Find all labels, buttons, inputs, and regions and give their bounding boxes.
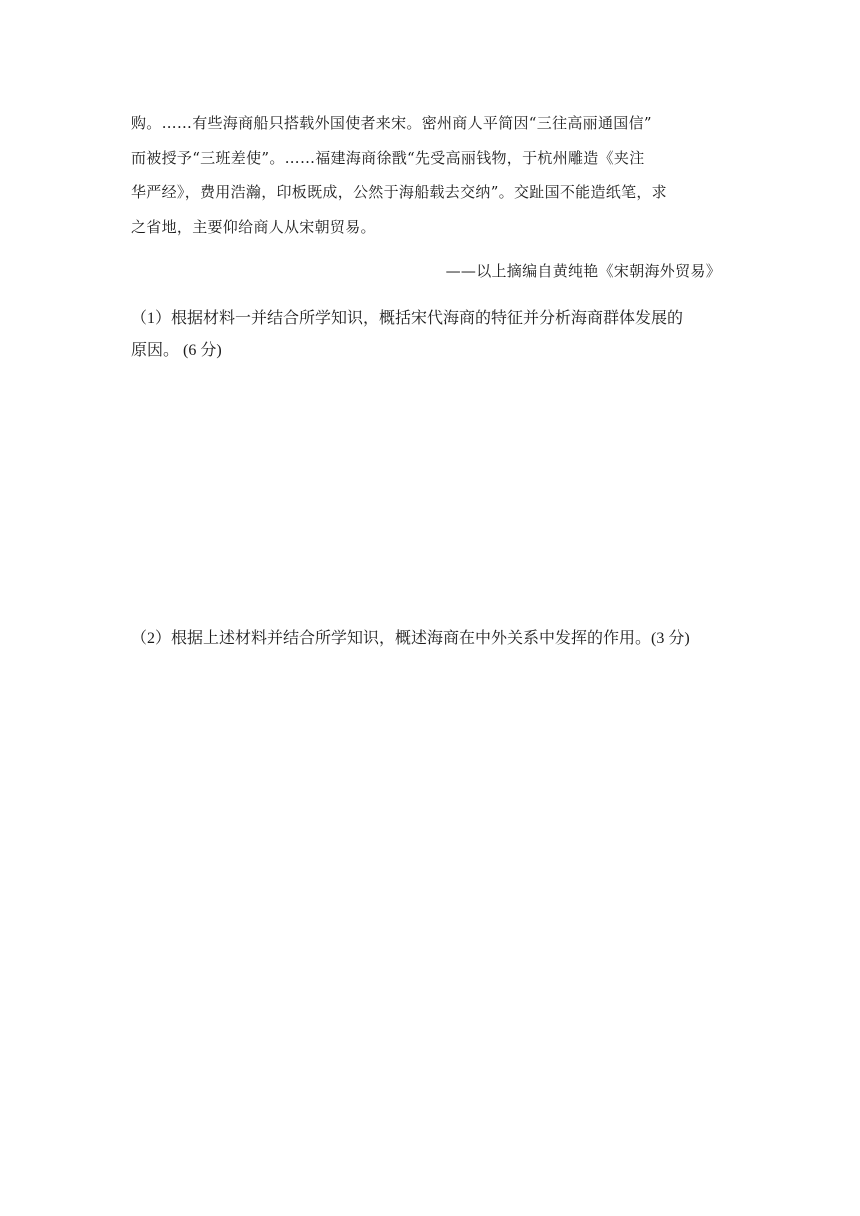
- material-line: 之省地，主要仰给商人从宋朝贸易。: [131, 217, 376, 236]
- question-line: （2）根据上述材料并结合所学知识，概述海商在中外关系中发挥的作用。(3 分): [131, 630, 690, 647]
- material-line: 华严经》，费用浩瀚，印板既成，公然于海船载去交纳”。交趾国不能造纸笔，求: [131, 183, 667, 201]
- question-1: [131, 303, 731, 367]
- question-2: [131, 623, 731, 655]
- material-passage: [131, 106, 729, 244]
- material-line: 购。……有些海商船只搭载外国使者来宋。密州商人平简因“三往高丽通国信”: [131, 114, 652, 132]
- question-line: 原因。 (6 分): [131, 342, 222, 359]
- material-line: 而被授予“三班差使”。……福建海商徐戬“先受高丽钱物，于杭州雕造《夹注: [131, 148, 645, 167]
- material-source: ——以上摘编自黄纯艳《宋朝海外贸易》: [445, 262, 721, 280]
- question-line: （1）根据材料一并结合所学知识，概括宋代海商的特征并分析海商群体发展的: [131, 310, 684, 327]
